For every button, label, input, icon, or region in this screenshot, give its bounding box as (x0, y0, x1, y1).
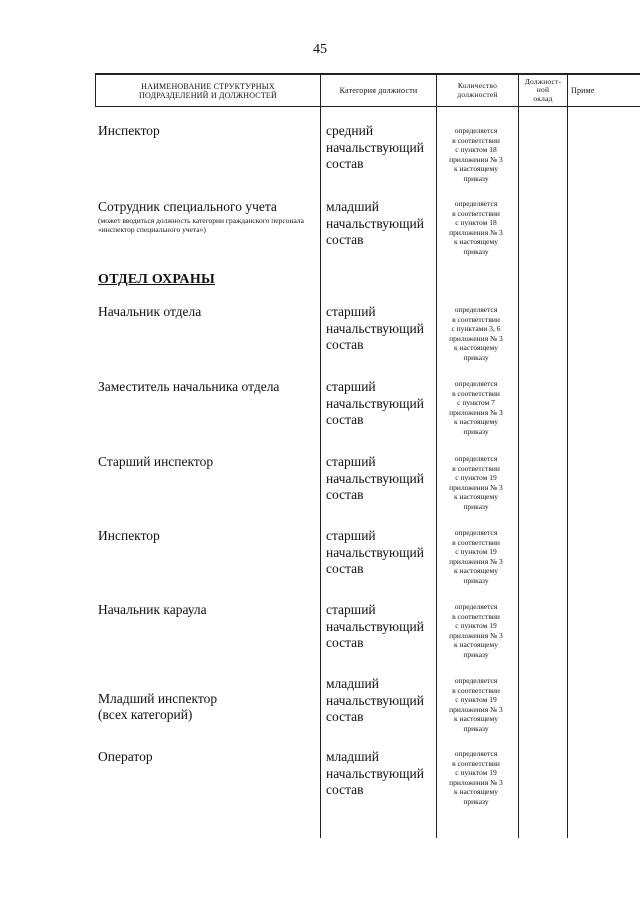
header-note: Приме (571, 86, 595, 95)
position-name (98, 123, 320, 139)
col-divider-5 (567, 73, 568, 838)
header-bottom-border (95, 106, 640, 107)
position-quantity: определяется в соответствии с пунктом 18 приложения № 3 к настоящему приказу (449, 126, 503, 183)
position-quantity: определяется в соответствии с пунктом 7 приложения № 3 к настоящему приказу (449, 379, 503, 436)
position-quantity: определяется в соответствии с пунктом 19 приложения № 3 к настоящему приказу (449, 749, 503, 806)
position-name (98, 304, 320, 320)
position-category: старший начальствующий состав (326, 304, 424, 352)
header-name: НАИМЕНОВАНИЕ СТРУКТУРНЫХ ПОДРАЗДЕЛЕНИЙ И ДОЛЖНОСТЕЙ (139, 81, 277, 100)
position-quantity: определяется в соответствии с пунктом 18 приложения № 3 к настоящему приказу (449, 199, 503, 256)
position-title: Начальник отдела (98, 304, 202, 319)
position-title: Инспектор (98, 528, 160, 543)
position-quantity: определяется в соответствии с пунктом 19 приложения № 3 к настоящему приказу (449, 676, 503, 733)
position-category: старший начальствующий состав (326, 379, 424, 427)
position-quantity: определяется в соответствии с пунктом 19 приложения № 3 к настоящему приказу (449, 602, 503, 659)
position-name (98, 379, 320, 395)
col-divider-2 (320, 73, 321, 838)
position-title: Инспектор (98, 123, 160, 138)
position-title: Начальник караула (98, 602, 207, 617)
position-category: младший начальствующий состав (326, 676, 424, 724)
position-category: младший начальствующий состав (326, 749, 424, 797)
position-quantity: определяется в соответствии с пунктом 19 приложения № 3 к настоящему приказу (449, 454, 503, 511)
position-note: (может вводиться должность категории гражданского персонала «инспектор специального учета») (98, 216, 304, 234)
position-category: средний начальствующий состав (326, 123, 424, 171)
position-name (98, 749, 320, 765)
header-salary: Должност- ной оклад (524, 76, 562, 103)
position-quantity: определяется в соответствии с пунктом 19 приложения № 3 к настоящему приказу (449, 528, 503, 585)
position-category: старший начальствующий состав (326, 602, 424, 650)
page-number: 45 (313, 42, 327, 57)
position-category: старший начальствующий состав (326, 454, 424, 502)
position-title: Старший инспектор (98, 454, 214, 469)
header-category: Категория должности (339, 86, 418, 95)
position-title: Сотрудник специального учета (98, 199, 277, 214)
section-title: ОТДЕЛ ОХРАНЫ (98, 272, 216, 287)
col-divider-4 (518, 73, 519, 838)
position-category: старший начальствующий состав (326, 528, 424, 576)
position-quantity: определяется в соответствии с пунктами 3, 6 приложения № 3 к настоящему приказу (449, 305, 503, 362)
position-title: Оператор (98, 749, 153, 764)
position-name (98, 675, 320, 723)
position-title: Заместитель начальника отдела (98, 379, 280, 394)
position-name (98, 454, 320, 470)
position-category: младший начальствующий состав (326, 199, 424, 247)
position-name (98, 528, 320, 544)
position-title: Младший инспектор (всех категорий) (98, 691, 218, 722)
position-name (98, 199, 320, 234)
position-name (98, 602, 320, 618)
header-quantity: Количество должностей (457, 81, 498, 99)
